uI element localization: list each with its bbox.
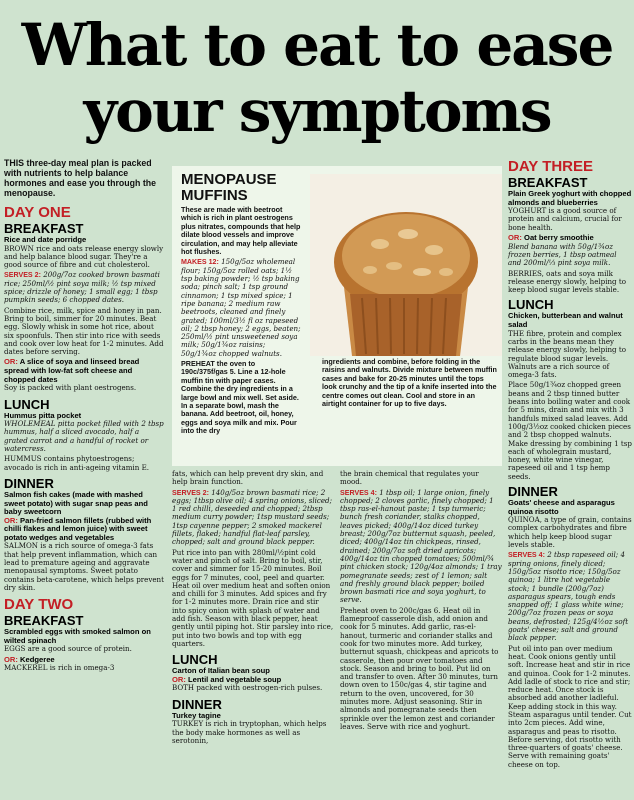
tagine-ingredients: SERVES 4: 1 tbsp oil; 1 large onion, finely chopped; 2 cloves garlic, finely chopped; 1 tbsp ras-el-hanout paste; 1 tsp turmeric; bunch fresh coriander, stalks chopped, leaves picked; 400g/14oz diced turkey breast; 200g/7oz butternut squash, peeled, diced; 400g/14oz tin chickpeas, rinsed, drained; 200g/7oz soft dried apricots; 400g/14oz tin chopped tomatoes; 500ml/¾ pint chicken stock; 120g/4oz almonds; 1 tray pomegranate seeds; zest of 1 lemon; salt and freshly ground black pepper; boiled brown basmati rice and soya yoghurt, to serve. — [340, 487, 502, 605]
title-line-1: What to eat to ease — [21, 11, 613, 79]
day-two-breakfast-desc: EGGS are a good source of protein. — [4, 644, 132, 654]
day-three-lunch-desc: THE fibre, protein and complex carbs in the beans mean they release energy slowly, helping to regulate blood sugar levels. Walnuts are a rich source of omega-3 fats. — [508, 328, 626, 380]
day-one-breakfast-desc: BROWN rice and oats release energy slowly and help balance blood sugar. They're a good source of fibre and cut cholesterol. — [4, 243, 164, 270]
tagine-method: Preheat oven to 200c/gas 6. Heat oil in flameproof casserole dish, add onion and cook for 5 minutes. Add garlic, ras-el-hanout, turmeric and coriander stalks and cook for two minutes more. Add turkey, butternut squash, chickpeas and apricots to casserole, then pour over tomatoes and stock. Season and bring to boil. Put lid on and transfer to oven. After 30 minutes, turn down oven to 150c/gas 4, stir tagine and return to the oven, uncovered, for 30 minutes more. Adjust seasoning. Stir in almonds and pomegranate seeds then sprinkle over the lemon zest and coriander leaves. Serve with rice and yoghurt. — [340, 605, 499, 731]
day-two-lunch-or: OR: Lentil and vegetable soup — [172, 674, 282, 684]
smoothie-ingredients: Blend banana with 50g/1¾oz frozen berries, 1 tbsp oatmeal and 200ml/⅓ pint soya milk. — [508, 241, 617, 268]
muffin-photo — [310, 174, 502, 356]
day-one-breakfast-ingredients: SERVES 2: 200g/7oz cooked brown basmati rice; 250ml/½ pint soya milk; ½ tsp mixed spice; drizzle of honey; 1 small egg; 1 tbsp pumpkin seeds; 6 chopped dates. — [4, 270, 160, 305]
day-three-breakfast-heading: BREAKFAST — [508, 175, 588, 190]
day-three-lunch-dish: Chicken, butterbean and walnut salad — [508, 311, 623, 330]
day-two-lunch-dish: Carton of Italian bean soup — [172, 666, 270, 676]
day-three-breakfast-desc: YOGHURT is a good source of protein and calcium, crucial for bone health. — [508, 206, 622, 232]
day-two-dinner-heading: DINNER — [172, 696, 222, 712]
day-two-breakfast-or-desc: MACKEREL is rich in omega-3 — [4, 663, 115, 673]
kedgeree-method: Put rice into pan with 280ml/½pint cold water and pinch of salt. Bring to boil, stir, cover and simmer for 15-20 minutes. Boil eggs for 7 minutes, cool, peel and quarter. Heat oil over medium heat and soften onion and chilli for 3 minutes. Add spices and fry for 1-2 minutes more. Drain rice and stir into spicy onion with splash of water and add fish. Season with black pepper, heat gently until piping hot. Stir parsley into rice, put into two bowls and top with egg quarters. — [172, 547, 334, 648]
risotto-method: Put oil into pan over medium heat. Cook onions gently until soft. Increase heat and stir in rice and quinoa. Cook for 1-2 minutes. Add ladle of stock to rice and stir; reduce heat. Once stock is absorbed add another ladleful. Keep adding stock in this way. Steam asparagus until tender. Cut into 2cm pieces. Add wine, asparagus and peas to risotto. Before serving, dot risotto with three-quarters of goats' cheese. Serve with remaining goats' cheese on top. — [508, 643, 632, 769]
page-title — [0, 0, 634, 158]
day-one-breakfast-or-desc: Soy is packed with plant oestrogens. — [4, 383, 137, 393]
muffin-title: MENOPAUSE MUFFINS — [181, 171, 277, 204]
day-one-dinner-or: OR: Pan-fried salmon fillets (rubbed with chilli flakes and lemon juice) with sweet potato wedges and vegetables — [4, 515, 152, 542]
day-three-lunch-heading: LUNCH — [508, 297, 554, 313]
day-one-dinner-heading: DINNER — [4, 475, 54, 491]
muffin-ingredients: MAKES 12: 150g/5oz wholemeal flour; 150g/5oz rolled oats; 1½ tsp baking powder; ½ tsp baking soda; pinch salt; 1 tsp ground cinnamon; 1 tsp mixed spice; 1 ripe banana; 2 medium raw beetroots, cleaned and finely grated; 100ml/3½ fl oz rapeseed oil; 2 tbsp honey; 2 eggs, beaten; 250ml/½ pint unsweetened soya milk; 50g/1¾oz raisins; 50g/1¾oz chopped walnuts. — [181, 257, 301, 358]
column-2 — [172, 470, 334, 747]
day-one-heading: DAY ONE — [4, 204, 71, 221]
column-4 — [508, 158, 632, 771]
day-one-lunch-dish: Hummus pitta pocket — [4, 410, 82, 420]
day-two-breakfast-or: OR: Kedgeree — [4, 654, 55, 664]
day-three-breakfast-dish: Plain Greek yoghurt with chopped almonds and blueberries — [508, 189, 632, 207]
risotto-ingredients: SERVES 4: 2 tbsp rapeseed oil; 4 spring onions, finely diced; 150g/5oz risotto rice; 150g/5oz quinoa; 1 litre hot vegetable stock; 1 bundle (200g/7oz) asparagus spears, tough ends snapped off; 1 glass white wine; 200g/7oz frozen peas or soya beans, defrosted; 125g/4½oz soft goats' cheese; salt and ground black pepper. — [508, 550, 629, 643]
day-two-breakfast-heading: BREAKFAST — [4, 613, 84, 629]
day-two-dinner-desc: TURKEY is rich in tryptophan, which helps the body make hormones as well as serotonin, — [172, 719, 327, 745]
day-one-lunch-ingredients: WHOLEMEAL pitta pocket filled with 2 tbsp hummus, half a sliced avocado, half a grated carrot and a handful of rocket or watercress. — [4, 419, 164, 454]
mackerel-cont: fats, which can help prevent dry skin, and help brain function. — [172, 469, 324, 487]
day-one-breakfast-or: OR: A slice of soya and linseed bread spread with low-fat soft cheese and chopped dates — [4, 357, 140, 384]
day-three-heading: DAY THREE — [508, 158, 594, 175]
day-two-lunch-desc: BOTH packed with oestrogen-rich pulses. — [172, 683, 323, 693]
article-body — [0, 158, 634, 800]
day-one-dinner-dish: Salmon fish cakes (made with mashed sweet potato) with sugar snap peas and baby sweetcorn — [4, 489, 148, 517]
muffin-method-2: ingredients and combine, before folding in the raisins and walnuts. Divide mixture between muffin cases and bake for 20-25 minutes until the tops look crunchy and the tip of a knife inserted into the centre comes out clean. Cool and store in an airtight container for up to five days. — [322, 357, 497, 409]
day-three-breakfast-desc-2: BERRIES, oats and soya milk release energy slowly, helping to keep blood sugar levels stable. — [508, 268, 626, 295]
day-one-lunch-desc: HUMMUS contains phytoestrogens; avocado is rich in anti-ageing vitamin E. — [4, 454, 150, 472]
day-three-breakfast-or: OR: Oat berry smoothie — [508, 233, 594, 243]
intro-text: THIS three-day meal plan is packed with nutrients to help balance hormones and ease you through the menopause. — [4, 158, 157, 198]
day-three-dinner-heading: DINNER — [508, 483, 558, 499]
day-three-dinner-desc: QUINOA, a type of grain, contains complex carbohydrates and fibre which help keep blood sugar levels stable. — [508, 515, 632, 550]
day-two-dinner-dish: Turkey tagine — [172, 710, 221, 720]
day-one-lunch-heading: LUNCH — [4, 396, 50, 412]
day-one-breakfast-method: Combine rice, milk, spice and honey in pan. Bring to boil, simmer for 20 minutes. Beat egg. Slowly whisk in some hot rice, about six spoonfuls. Then stir into rice with seeds and cook over low heat for 1-2 minutes. Add dates before serving. — [4, 305, 164, 357]
tagine-cont: the brain chemical that regulates your mood. — [340, 469, 479, 487]
day-two-heading: DAY TWO — [4, 596, 74, 614]
day-two-breakfast-dish: Scrambled eggs with smoked salmon on wilted spinach — [4, 627, 151, 645]
column-1 — [4, 158, 164, 675]
column-3 — [340, 470, 502, 733]
muffin-method-1: PREHEAT the oven to 190c/375f/gas 5. Line a 12-hole muffin tin with paper cases. Combine the dry ingredients in a large bowl and mix well. Set aside. In a separate bowl, mash the banana. Add beetroot, oil, honey, eggs and soya milk and mix. Pour into the dry — [181, 359, 299, 436]
day-two-lunch-heading: LUNCH — [172, 652, 218, 668]
muffin-recipe — [181, 206, 301, 438]
day-three-lunch-method: Place 50g/1¾oz chopped green beans and 2 tbsp tinned butter beans into boiling water and cook for 5 mins, drain and mix with 3 handfuls mixed salad leaves. Add 100g/3½oz cooked chicken pieces and 2 tbsp chopped walnuts. Make dressing by combining 1 tsp each of wholegrain mustard, honey, white wine vinegar, rapeseed oil and 1 tsp hemp seeds. — [508, 380, 632, 481]
day-one-dinner-desc: SALMON is a rich source of omega-3 fats that help prevent inflammation, which can lead to premature ageing and aggravate menopausal symptoms. Sweet potato contains beta-carotene, which helps prevent dry skin. — [4, 541, 164, 592]
day-three-dinner-dish: Goats' cheese and asparagus quinoa risotto — [508, 497, 615, 516]
day-one-breakfast-dish: Rice and date porridge — [4, 235, 87, 244]
muffin-intro: These are made with beetroot which is rich in plant oestrogens plus nitrates, compounds that help dilate blood vessels and improve circulation, and may help alleviate hot flushes. — [181, 205, 301, 257]
day-one-breakfast-heading: BREAKFAST — [4, 221, 84, 236]
kedgeree-ingredients: SERVES 2: 140g/5oz brown basmati rice; 2 eggs; 1tbsp olive oil; 4 spring onions, sliced; 1 red chilli, deseeded and chopped; 2tbsp medium curry powder; 1tsp mustard seeds; 1tsp cayenne pepper; 2 smoked mackerel fillets, flaked; handful flat-leaf parsley, chopped; salt and ground black pepper. — [172, 487, 332, 547]
title-line-2: your symptoms — [83, 77, 551, 145]
